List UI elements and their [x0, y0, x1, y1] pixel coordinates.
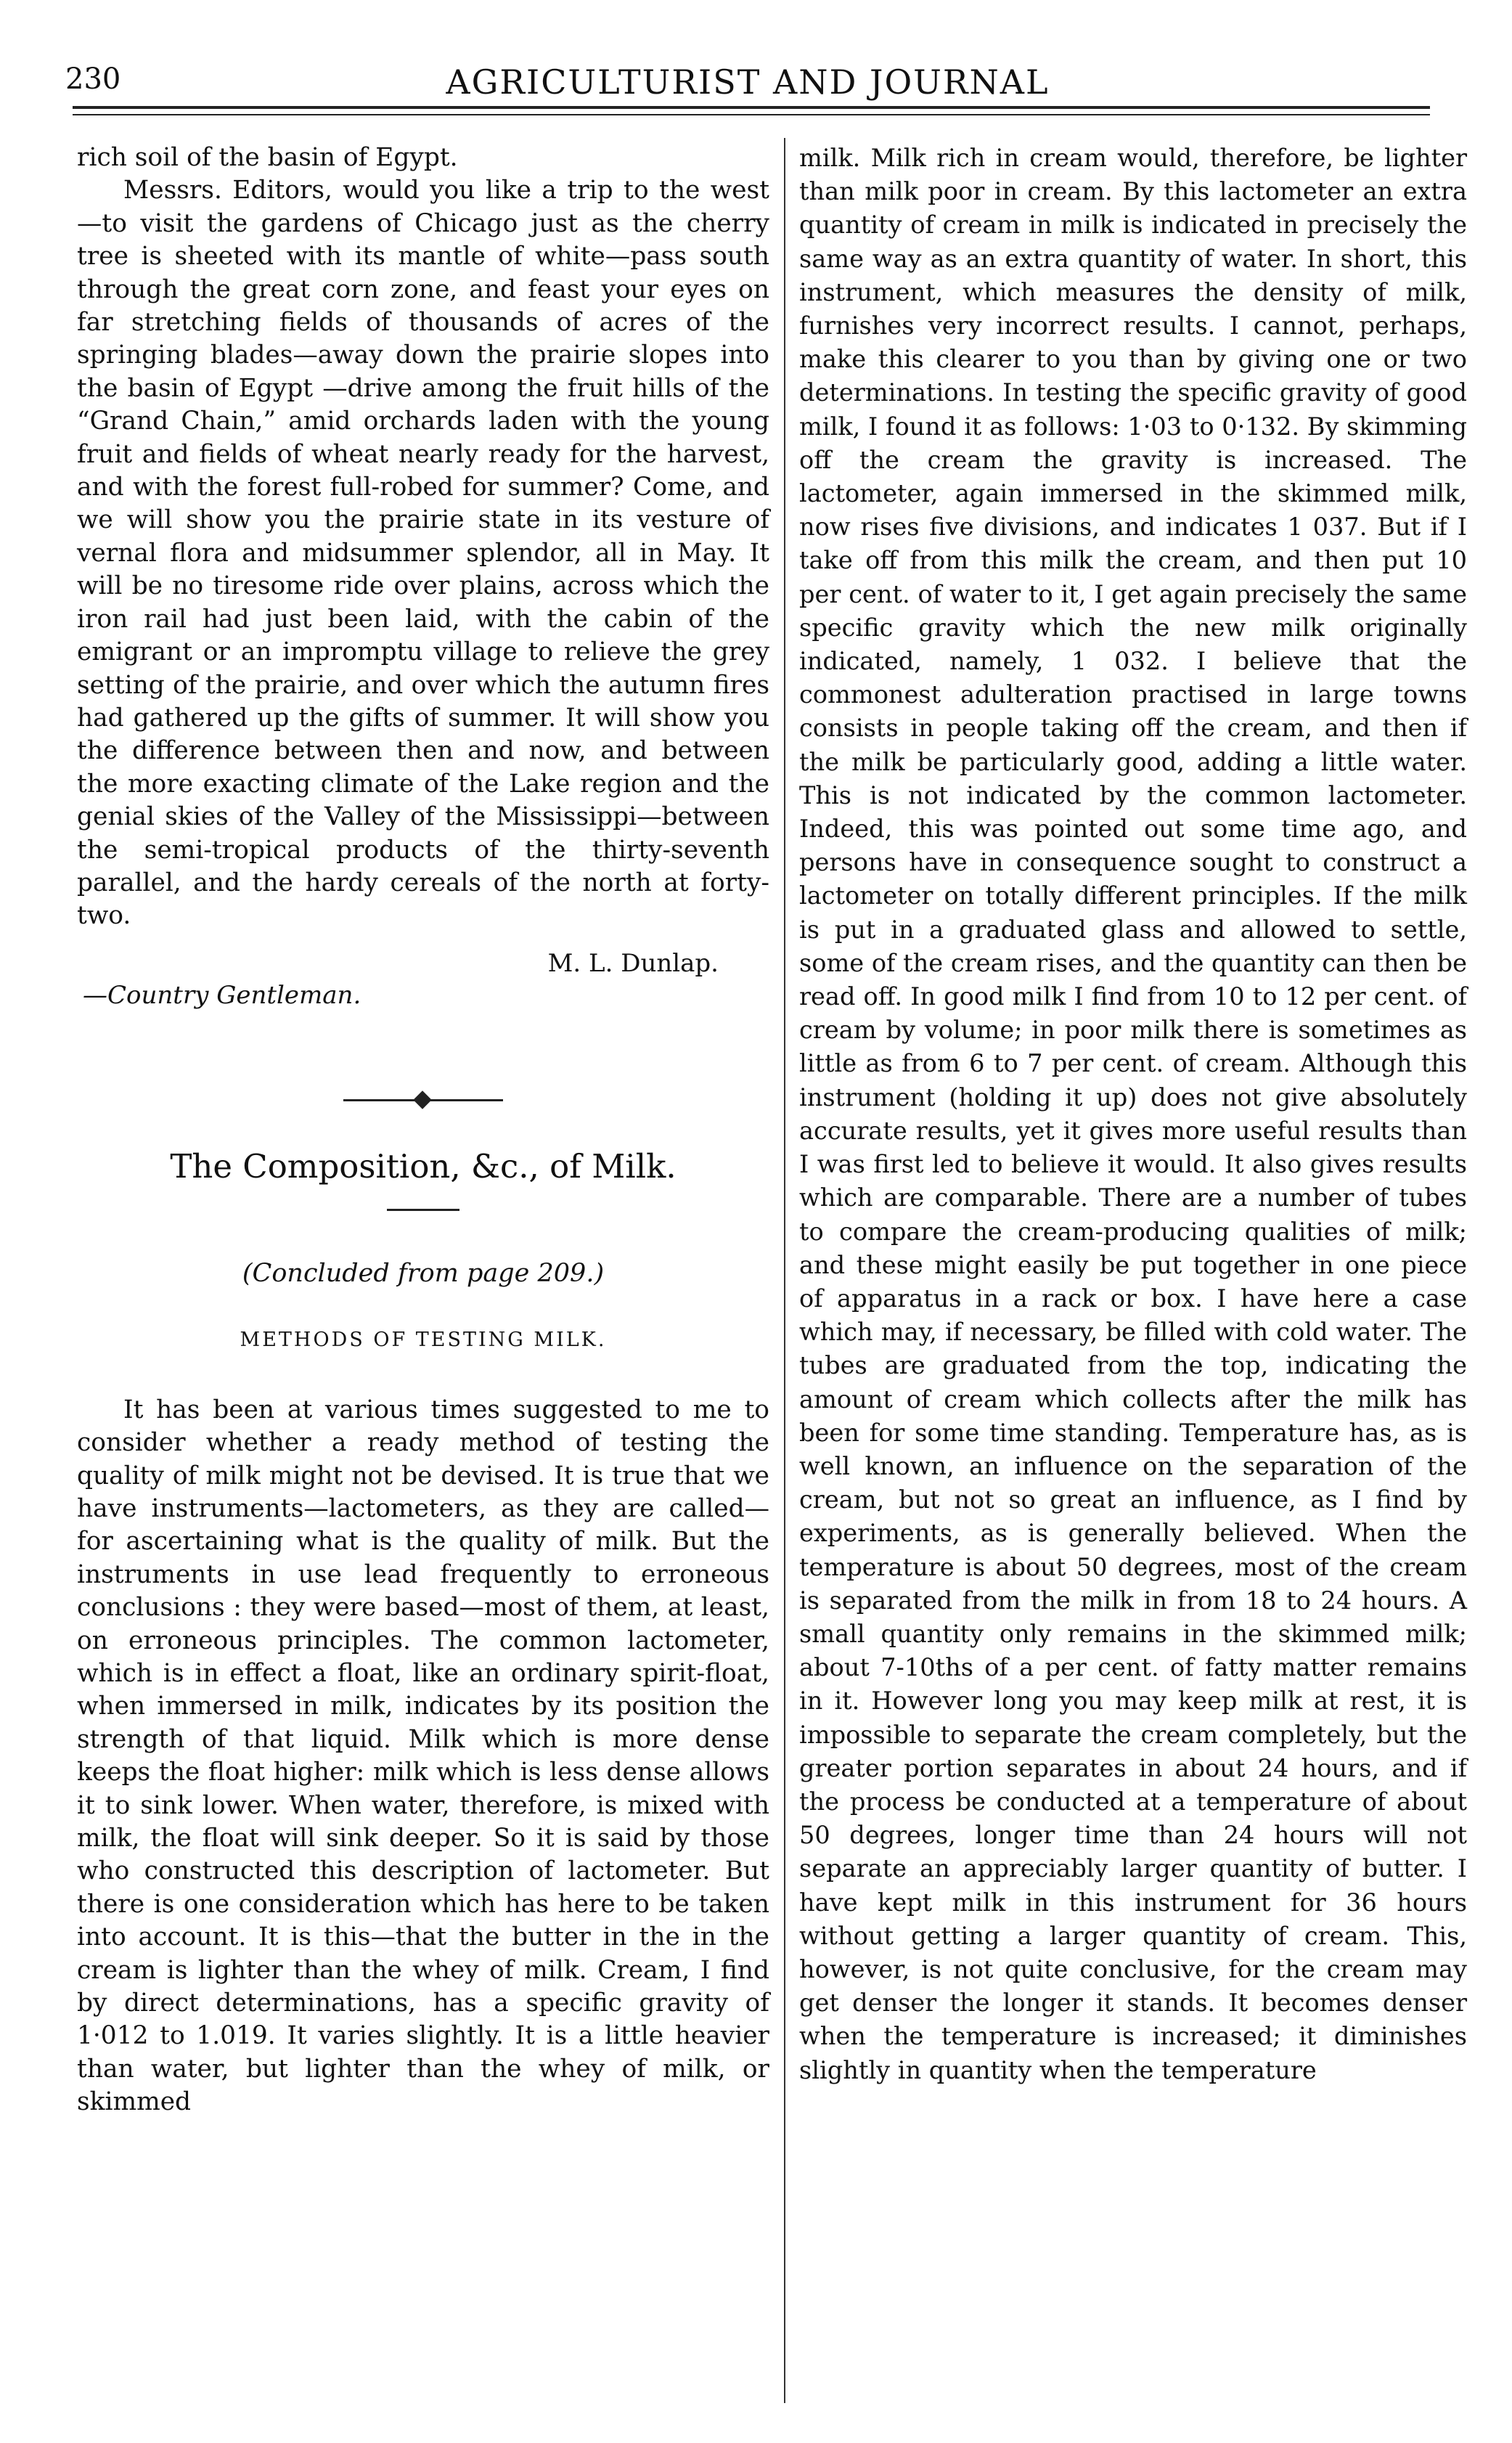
running-title: AGRICULTURIST AND JOURNAL — [446, 62, 1050, 102]
section-ornament — [343, 1093, 503, 1107]
continued-note-text: (Concluded from page 209.) — [242, 1258, 605, 1288]
right-column — [799, 142, 1467, 2087]
page-number: 230 — [65, 62, 121, 96]
continued-note — [77, 1257, 769, 1289]
article-title: The Composition, &c., of Milk. — [170, 1146, 677, 1186]
header-rule-thick — [73, 106, 1430, 109]
right-paragraph-1: milk. Milk rich in cream would, therefore, be lighter than milk poor in cream. By this lactometer an extra quantity of cream in milk is indicated in precisely the same way as an extra quantity of water. In short, this instrument, which measures the density of milk, furnishes very incorrect results. I cannot, perhaps, make this clearer to you than by giving one or two determinations. In testing the specific gravity of good milk, I found it as follows: 1·03 to 0·132. By skimming off the cream the gravity is increased. The lactometer, again immersed in the skimmed milk, now rises five divisions, and indicates 1 037. But if I take off from this milk the cream, and then put 10 per cent. of water to it, I get again precisely the same specific gravity which the new milk originally indicated, namely, 1 032. I believe that the commonest adulteration practised in large towns consists in people taking off the cream, and then if the milk be particularly good, adding a little water. This is not indicated by the common lactometer. Indeed, this was pointed out some time ago, and persons have in consequence sought to construct a lactometer on totally different principles. If the milk is put in a graduated glass and allowed to settle, some of the cream rises, and the quantity can then be read off. In good milk I find from 10 to 12 per cent. of cream by volume; in poor milk there is sometimes as little as from 6 to 7 per cent. of cream. Although this instrument (holding it up) does not give absolutely accurate results, yet it gives more useful results than I was first led to believe it would. It also gives results which are comparable. There are a number of tubes to compare the cream-producing qualities of milk; and these might easily be put together in one piece of apparatus in a rack or box. I have here a case which may, if necessary, be filled with cold water. The tubes are graduated from the top, indicating the amount of cream which collects after the milk has been for some time standing. Temperature has, as is well known, an influence on the separation of the cream, but not so great an influence, as I find by experiments, as is generally believed. When the temperature is about 50 degrees, most of the cream is separated from the milk in from 18 to 24 hours. A small quantity only remains in the skimmed milk; about 7-10ths of a per cent. of fatty matter remains in it. However long you may keep milk at rest, it is impossible to separate the cream completely, but the greater portion separates in about 24 hours, and if the process be conducted at a temperature of about 50 degrees, longer time than 24 hours will not separate an appreciably larger quantity of butter. I have kept milk in this instrument for 36 hours without getting a larger quantity of cream. This, however, is not quite conclusive, for the cream may get denser the longer it stands. It becomes denser when the temperature is increased; it diminishes slightly in quantity when the temperature — [799, 144, 1467, 2084]
left-paragraph-1: rich soil of the basin of Egypt. — [77, 143, 458, 172]
source-credit: —Country Gentleman. — [83, 980, 361, 1010]
header-rule-thin — [73, 114, 1430, 115]
section-heading: METHODS OF TESTING MILK. — [240, 1328, 607, 1351]
left-paragraph-2: Messrs. Editors, would you like a trip to the west—to visit the gardens of Chicago just as the cherry tree is sheeted with its mantle of white—pass south through the great corn zone, and feast your eyes on far stretching fields of thousands of acres of the springing blades—away down the prairie slopes into the basin of Egypt —drive among the fruit hills of the “Grand Chain,” amid orchards laden with the young fruit and fields of wheat nearly ready for the harvest, and with the forest full-robed for summer? Come, and we will show you the prairie state in its vesture of vernal flora and midsummer splendor, all in May. It will be no tiresome ride over plains, across which the iron rail had just been laid, with the cabin of the emigrant or an impromptu village to relieve the grey setting of the prairie, and over which the autumn fires had gathered up the gifts of summer. It will show you the difference between then and now, and between the more exacting climate of the Lake region and the genial skies of the Valley of the Mississippi—between the semi-tropical products of the thirty-seventh parallel, and the hardy cereals of the north at forty-two. — [77, 176, 769, 931]
column-divider — [784, 138, 785, 2403]
author-signature: M. L. Dunlap. — [547, 948, 719, 978]
left-paragraph-3: It has been at various times suggested to me to consider whether a ready method of testing the quality of milk might not be devised. It is true that we have instruments—lactometers, as they are called—for ascertaining what is the quality of milk. But the instruments in use lead frequently to erroneous conclusions : they were based—most of them, at least, on erroneous principles. The common lactometer, which is in effect a float, like an ordinary spirit-float, when immersed in milk, indicates by its position the strength of that liquid. Milk which is more dense keeps the float higher: milk which is less dense allows it to sink lower. When water, therefore, is mixed with milk, the float will sink deeper. So it is said by those who constructed this description of lactometer. But there is one consideration which has here to be taken into account. It is this—that the butter in the in the cream is lighter than the whey of milk. Cream, I find by direct determinations, has a specific gravity of 1·012 to 1.019. It varies slightly. It is a little heavier than water, but lighter than the whey of milk, or skimmed — [77, 1395, 769, 2117]
ornament-diamond — [413, 1090, 431, 1109]
left-column — [77, 142, 769, 2119]
title-rule — [387, 1209, 459, 1211]
